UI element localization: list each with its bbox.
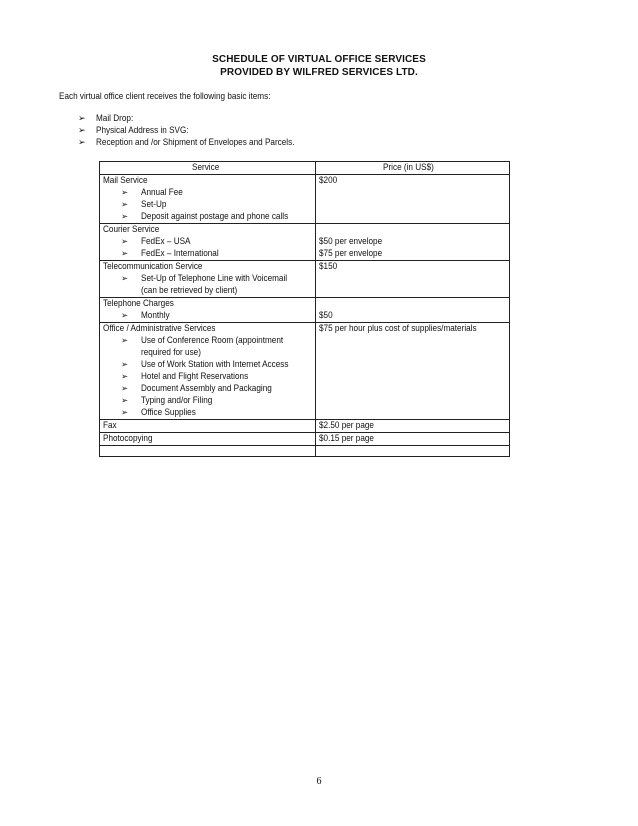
table-row — [100, 175, 510, 224]
service-name: Office / Administrative Services — [103, 323, 216, 334]
table-row — [100, 420, 510, 433]
title-line-2: PROVIDED BY WILFRED SERVICES LTD. — [220, 67, 418, 78]
table-row — [100, 433, 510, 446]
table-row — [100, 224, 510, 261]
service-name: Telephone Charges — [103, 298, 174, 309]
price-value: $0.15 per page — [319, 433, 375, 444]
price-value: $150 — [319, 261, 338, 272]
service-item: FedEx – USA — [141, 236, 191, 247]
list-item-label: Physical Address in SVG: — [96, 125, 189, 136]
table-row — [100, 298, 510, 323]
arrow-bullet-icon: ➢ — [121, 249, 129, 259]
service-item: Annual Fee — [141, 187, 183, 198]
price-value: $75 per hour plus cost of supplies/materials — [319, 323, 478, 334]
service-item: Use of Conference Room (appointment — [141, 335, 284, 346]
arrow-bullet-icon: ➢ — [121, 372, 129, 382]
service-column-header: Service — [100, 162, 316, 175]
price-cell — [316, 298, 510, 323]
arrow-bullet-icon: ➢ — [121, 188, 129, 198]
arrow-bullet-icon: ➢ — [121, 237, 129, 247]
table-row — [100, 261, 510, 298]
document-title — [0, 53, 638, 79]
basic-items-list — [78, 113, 327, 149]
service-cell — [100, 175, 316, 224]
service-cell — [100, 420, 316, 433]
service-cell — [100, 298, 316, 323]
price-value: $75 per envelope — [319, 248, 383, 259]
service-cell — [100, 224, 316, 261]
price-cell — [316, 175, 510, 224]
price-cell — [316, 323, 510, 420]
service-item: Document Assembly and Packaging — [141, 383, 272, 394]
empty-cell — [316, 446, 510, 457]
price-value: $2.50 per page — [319, 420, 375, 431]
arrow-bullet-icon: ➢ — [121, 311, 129, 321]
service-item: Hotel and Flight Reservations — [141, 371, 249, 382]
service-item: Office Supplies — [141, 407, 196, 418]
price-value: $200 — [319, 175, 338, 186]
intro-text: Each virtual office client receives the following basic items: — [59, 91, 271, 102]
service-cell — [100, 323, 316, 420]
table-header-row — [100, 162, 510, 175]
list-item — [78, 125, 327, 137]
arrow-bullet-icon: ➢ — [121, 336, 129, 346]
service-item-continuation: (can be retrieved by client) — [141, 285, 238, 296]
page-number: 6 — [316, 776, 322, 787]
list-item-label: Reception and /or Shipment of Envelopes and Parcels. — [96, 137, 295, 148]
arrow-bullet-icon: ➢ — [121, 384, 129, 394]
service-item: Set-Up — [141, 199, 167, 210]
arrow-bullet-icon: ➢ — [78, 114, 86, 124]
arrow-bullet-icon: ➢ — [121, 396, 129, 406]
list-item — [78, 137, 327, 149]
service-name: Telecommunication Service — [103, 261, 203, 272]
service-name: Fax — [103, 420, 117, 431]
service-name: Mail Service — [103, 175, 148, 186]
price-cell — [316, 261, 510, 298]
price-column-header: Price (in US$) — [316, 162, 510, 175]
list-item-label: Mail Drop: — [96, 113, 134, 124]
service-cell — [100, 261, 316, 298]
service-item: Monthly — [141, 310, 170, 321]
arrow-bullet-icon: ➢ — [121, 274, 129, 284]
empty-table-row — [100, 446, 510, 457]
service-item: Use of Work Station with Internet Access — [141, 359, 289, 370]
arrow-bullet-icon: ➢ — [121, 408, 129, 418]
service-name: Courier Service — [103, 224, 160, 235]
price-cell — [316, 420, 510, 433]
service-item: Set-Up of Telephone Line with Voicemail — [141, 273, 288, 284]
service-item-continuation: required for use) — [141, 347, 201, 358]
price-value: $50 per envelope — [319, 236, 383, 247]
table-row — [100, 323, 510, 420]
service-name: Photocopying — [103, 433, 153, 444]
price-value: $50 — [319, 310, 334, 321]
price-cell — [316, 433, 510, 446]
arrow-bullet-icon: ➢ — [78, 138, 86, 148]
list-item — [78, 113, 327, 125]
service-item: FedEx – International — [141, 248, 219, 259]
arrow-bullet-icon: ➢ — [121, 360, 129, 370]
empty-cell — [100, 446, 316, 457]
service-item: Deposit against postage and phone calls — [141, 211, 289, 222]
service-cell — [100, 433, 316, 446]
services-price-table — [99, 161, 510, 457]
service-item: Typing and/or Filing — [141, 395, 213, 406]
arrow-bullet-icon: ➢ — [121, 200, 129, 210]
price-cell — [316, 224, 510, 261]
title-line-1: SCHEDULE OF VIRTUAL OFFICE SERVICES — [212, 54, 426, 65]
arrow-bullet-icon: ➢ — [78, 126, 86, 136]
arrow-bullet-icon: ➢ — [121, 212, 129, 222]
